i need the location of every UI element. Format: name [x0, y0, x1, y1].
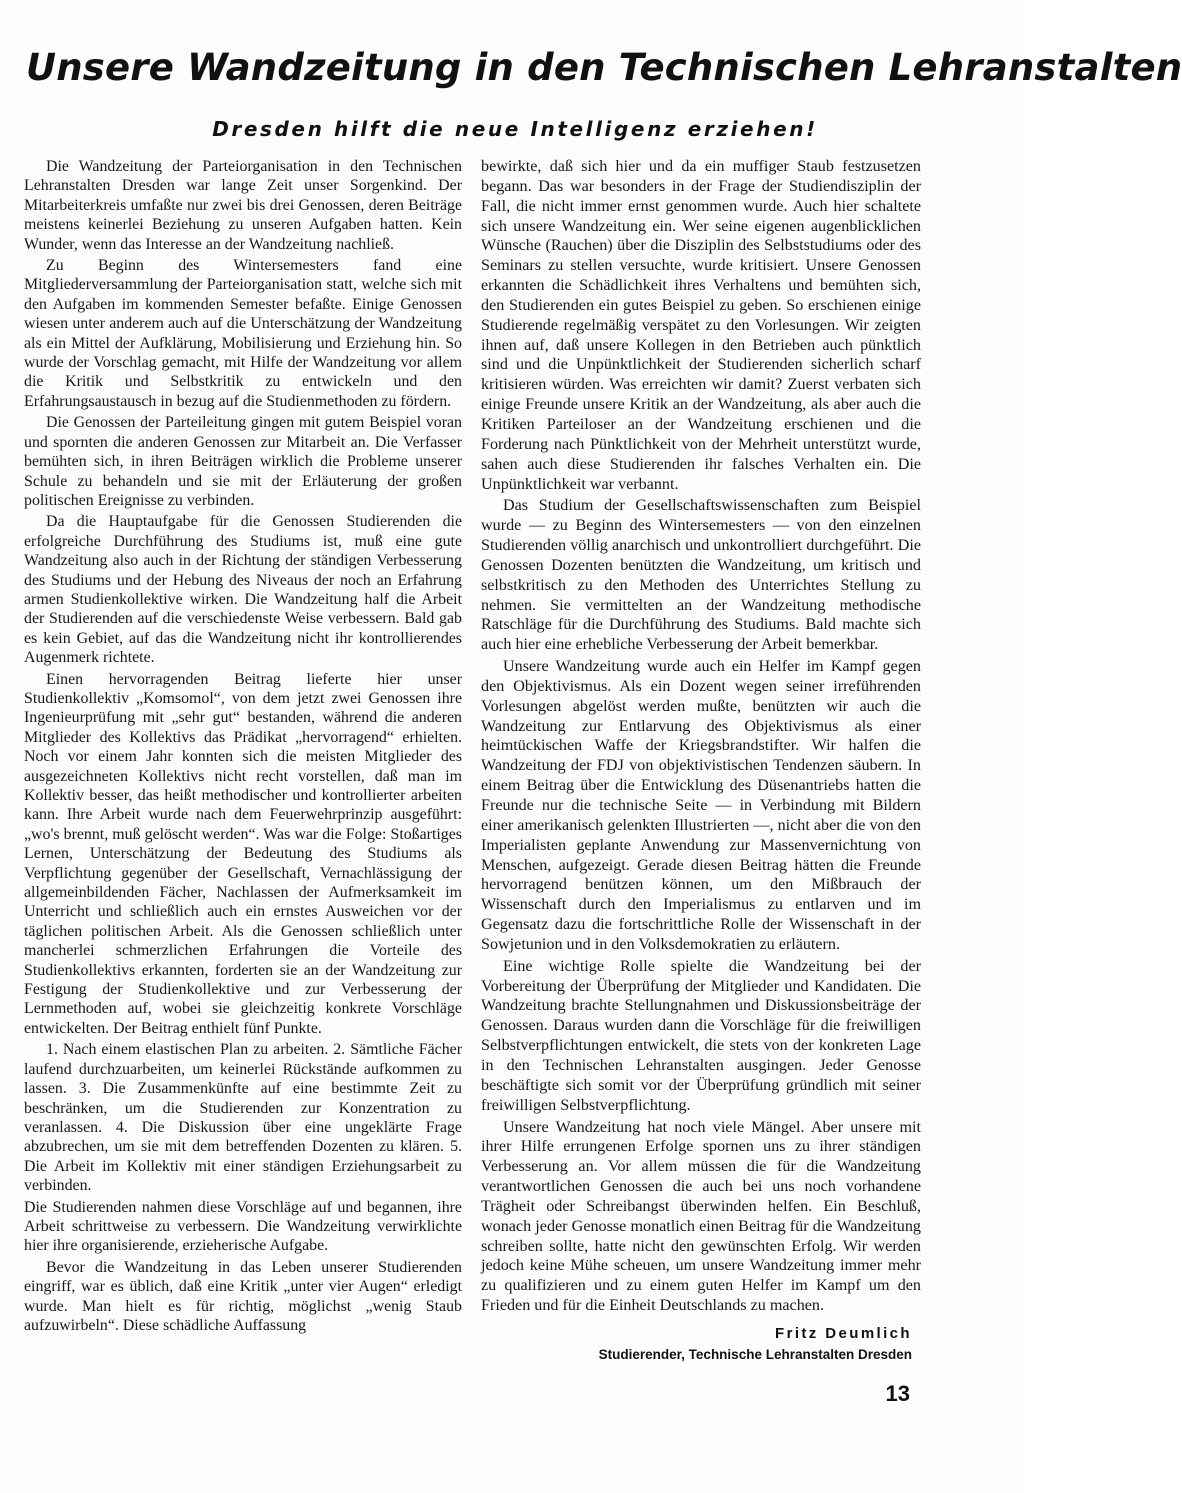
paragraph: Bevor die Wandzeitung in das Leben unserer Studierenden eingriff, war es üblich, daß eine Kritik „unter vier Augen“ erledigt wurde. Man hielt es für richtig, möglichst „wenig Staub aufzuwirbeln“. Diese schädliche Auffassung — [24, 1258, 462, 1334]
page-number: 13 — [885, 1381, 910, 1406]
paragraph: Die Studierenden nahmen diese Vorschläge auf und begannen, ihre Arbeit schrittweise zu verbessern. Die Wandzeitung verwirklichte hier ihre organisierende, erzieherische Aufgabe. — [24, 1198, 462, 1255]
article-headline: Unsere Wandzeitung in den Technischen Lehranstalten — [26, 46, 1182, 89]
author-signature — [500, 1323, 912, 1365]
paragraph: Eine wichtige Rolle spielte die Wandzeitung bei der Vorbereitung der Überprüfung der Mitglieder und Kandidaten. Die Wandzeitung brachte Stellungnahmen und Diskussionsbeiträge der Genossen. Daraus wurden dann die Vorschläge für die freiwilligen Selbstverpflichtungen entwickelt, die stets von der konkreten Lage in den Technischen Lehranstalten ausgingen. Jeder Genosse beschäftigte sich somit vor der Überprüfung gründlich mit seiner freiwilligen Selbstverpflichtung. — [481, 957, 921, 1114]
paragraph: Einen hervorragenden Beitrag lieferte hier unser Studienkollektiv „Komsomol“, von dem jetzt zwei Genossen ihre Ingenieurprüfung mit „sehr gut“ bestanden, während die anderen Mitglieder des Kollektivs das Prädikat „hervorragend“ erhielten. Noch vor einem Jahr konnten sich die meisten Mitglieder des ausgezeichneten Kollektivs nicht recht vorstellen, daß man im Kollektiv besser, das heißt methodischer und kontrollierter arbeiten kann. Ihre Arbeit wurde nach dem Feuerwehrprinzip ausgeführt: „wo's brennt, muß gelöscht werden“. Was war die Folge: Stoßartiges Lernen, Unterschätzung der Bedeutung des Studiums als Verpflichtung gegenüber der Gesellschaft, Vernachlässigung der allgemeinbildenden Fächer, Nachlassen der Aufmerksamkeit im Unterricht und schließlich auch ein ernstes Ausweichen vor der täglichen politischen Arbeit. Als die Genossen schließlich unter mancherlei schmerzlichen Erfahrungen die Vorteile des Studienkollektivs erkannten, forderten sie an der Wandzeitung zur Festigung der Studienkollektive und zur Verbesserung der Lernmethoden auf, wobei sie gleichzeitig konkrete Vorschläge entwickelten. Der Beitrag enthielt fünf Punkte. — [24, 670, 462, 1037]
author-name: Fritz Deumlich — [775, 1325, 912, 1342]
paragraph: Die Wandzeitung der Parteiorganisation in den Technischen Lehranstalten Dresden war lange Zeit unser Sorgenkind. Der Mitarbeiterkreis umfaßte nur zwei bis drei Genossen, deren Beiträge meistens keinerlei Beziehung zu unseren Aufgaben hatten. Kein Wunder, wenn das Interesse an der Wandzeitung nachließ. — [24, 158, 462, 253]
paragraph: Das Studium der Gesellschaftswissenschaften zum Beispiel wurde — zu Beginn des Wintersemesters — von den einzelnen Studierenden völlig anarchisch und unkontrolliert durchgeführt. Die Genossen Dozenten benützten die Wandzeitung, um kritisch und selbstkritisch zu den Methoden des Unterrichtes Stellung zu nehmen. Sie vermittelten an der Wandzeitung methodische Ratschläge für die Durchführung des Studiums. Bald machte sich auch hier eine erhebliche Verbesserung der Arbeit bemerkbar. — [481, 497, 921, 654]
right-text-column — [481, 157, 921, 1318]
paragraph-continued: bewirkte, daß sich hier und da ein muffiger Staub festzusetzen begann. Das war besonders in der Frage der Studiendisziplin der Fall, die nicht immer ernst genommen wurde. Auch hier schaltete sich unsere Wandzeitung ein. Wer seine eigenen augenblicklichen Wünsche (Rauchen) über die Disziplin des Selbststudiums oder des Seminars zu stellen versuchte, wurde kritisiert. Unsere Genossen erkannten die Schädlichkeit ihres Verhaltens und bemühten sich, den Studierenden ein gutes Beispiel zu geben. So erschienen einige Studierende regelmäßig verspätet zu den Vorlesungen. Wir zeigten ihnen auf, daß unsere Kollegen in den Betrieben auch pünktlich sind und die Unpünktlichkeit der Studierenden sicherlich scharf kritisieren würden. Was erreichten wir damit? Zuerst verbaten sich einige Freunde unsere Kritik an der Wandzeitung, als aber auch die Kritiken Parteiloser an der Wandzeitung erschienen und die Forderung nach Pünktlichkeit von der Mehrheit unterstützt wurde, sahen auch diese Studierenden ihr falsches Verhalten ein. Die Unpünktlichkeit war verbannt. — [481, 158, 921, 493]
left-text-column — [24, 157, 462, 1337]
paragraph: Unsere Wandzeitung hat noch viele Mängel. Aber unsere mit ihrer Hilfe errungenen Erfolge spornen uns zu ihrer ständigen Verbesserung an. Vor allem müssen die für die Wandzeitung verantwortlichen Genossen die auch bei uns noch vorhandene Trägheit oder Schreibangst überwinden helfen. Ein Beschluß, wonach jeder Genosse monatlich einen Beitrag für die Wandzeitung schreiben sollte, hatte nicht den gewünschten Erfolg. Wir werden jedoch keine Mühe scheuen, um unsere Wandzeitung immer mehr zu qualifizieren und zu einem guten Helfer im Kampf um den Frieden und für die Einheit Deutschlands zu machen. — [481, 1118, 921, 1315]
author-role: Studierender, Technische Lehranstalten Dresden — [598, 1347, 912, 1362]
paragraph: Unsere Wandzeitung wurde auch ein Helfer im Kampf gegen den Objektivismus. Als ein Dozent wegen seiner irreführenden Vorlesungen abgelöst werden mußte, benützten wir auch die Wandzeitung zur Entlarvung des Objektivismus als einer heimtückischen Waffe der Kriegsbrandstifter. Wir halfen die Wandzeitung der FDJ von objektivistischen Tendenzen säubern. In einem Beitrag über die Entwicklung des Düsenantriebs hatten die Freunde nur die technische Seite — in Verbindung mit Bildern einer amerikanisch gelenkten Illustrierten —, nicht aber die von den Imperialisten geplante Anwendung zur Massenvernichtung von Menschen, aufgezeigt. Gerade diesen Beitrag hätten die Freunde hervorragend benützen können, um den Mißbrauch der Wissenschaft durch den Imperialismus zu entlarven und im Gegensatz dazu die fortschrittliche Rolle der Wissenschaft in der Sowjetunion und in den Volksdemokratien zu erläutern. — [481, 658, 921, 953]
paragraph: Die Genossen der Parteileitung gingen mit gutem Beispiel voran und spornten die anderen Genossen zur Mitarbeit an. Die Verfasser bemühten sich, in ihren Beiträgen wirklich die Probleme unserer Schule zu behandeln und sie mit der Erläuterung der großen politischen Ereignisse zu verbinden. — [24, 414, 462, 509]
numbered-points-paragraph: 1. Nach einem elastischen Plan zu arbeiten. 2. Sämtliche Fächer laufend durchzuarbeiten, um keinerlei Rückstände aufkommen zu lassen. 3. Die Zusammenkünfte auf eine bestimmte Zeit zu beschränken, um die Studierenden zur Konzentration zu veranlassen. 4. Die Diskussion über eine ungeklärte Frage abzubrechen, um sie mit dem betreffenden Dozenten zu klären. 5. Die Arbeit im Kollektiv mit einer ständigen Erziehungsarbeit zu verbinden. — [24, 1041, 462, 1195]
article-subheadline: Dresden hilft die neue Intelligenz erziehen! — [212, 117, 818, 141]
paragraph: Da die Hauptaufgabe für die Genossen Studierenden die erfolgreiche Durchführung des Studiums ist, muß eine gute Wandzeitung also auch in der Richtung der ständigen Verbesserung des Studiums und der Hebung des Niveaus der noch an Erfahrung armen Studienkollektive wirken. Die Wandzeitung half die Arbeit der Studierenden auf die verschiedenste Weise verbessern. Bald gab es kein Gebiet, auf das die Wandzeitung nicht ihr kontrollierendes Augenmerk richtete. — [24, 513, 462, 667]
paragraph: Zu Beginn des Wintersemesters fand eine Mitgliederversammlung der Parteiorganisation statt, welche sich mit den Aufgaben im kommenden Semester befaßte. Einige Genossen wiesen unter anderem auch auf die Unterschätzung der Wandzeitung als ein Mittel der Aufklärung, Mobilisierung und Erziehung hin. So wurde der Vorschlag gemacht, mit Hilfe der Wandzeitung vor allem die Kritik und Selbstkritik zu entwickeln und den Erfahrungsaustausch in bezug auf die Studienmethoden zu fördern. — [24, 257, 462, 410]
